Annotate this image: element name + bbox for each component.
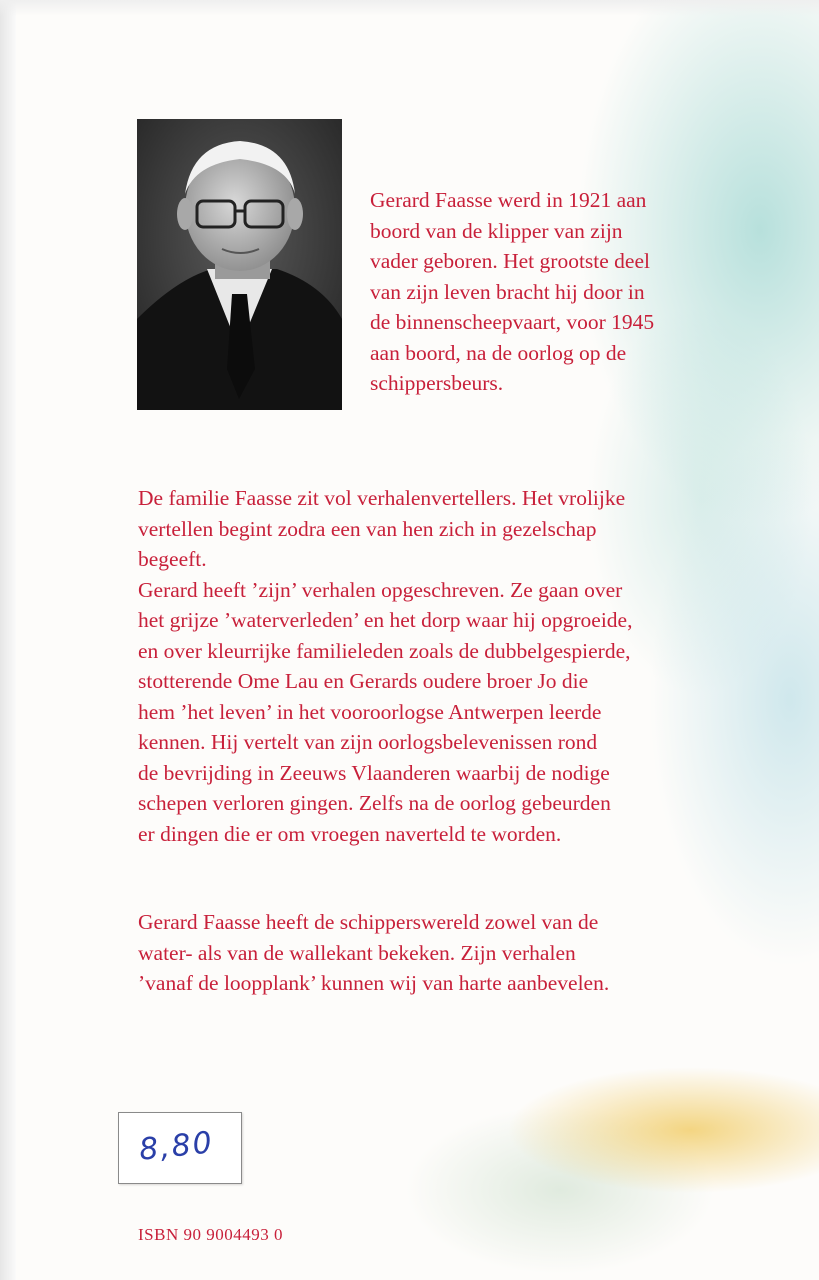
author-bio-line: Gerard Faasse werd in 1921 aan: [370, 188, 647, 212]
blurb-line: en over kleurrijke familieleden zoals de dubbelgespierde,: [138, 638, 631, 663]
price-handwritten: 8,80: [137, 1125, 216, 1168]
blurb-line: stotterende Ome Lau en Gerards oudere broer Jo die: [138, 669, 589, 693]
author-photo: [137, 119, 342, 410]
author-bio-line: van zijn leven bracht hij door in: [370, 279, 645, 304]
author-bio-line: aan boord, na de oorlog op de: [370, 340, 627, 365]
author-bio-line: schippersbeurs.: [370, 371, 504, 395]
blurb-line: vertellen begint zodra een van hen zich in gezelschap: [138, 516, 597, 541]
blurb-line: de bevrijding in Zeeuws Vlaanderen waarbij de nodige: [138, 760, 610, 785]
blurb-line: Gerard Faasse heeft de schipperswereld zowel van de: [138, 910, 599, 934]
blurb-line: water- als van de wallekant bekeken. Zijn verhalen: [138, 940, 576, 965]
blurb-paragraph-2: [138, 907, 738, 999]
isbn-number: ISBN 90 9004493 0: [138, 1225, 283, 1244]
blurb-line: hem ’het leven’ in het vooroorlogse Antwerpen leerde: [138, 699, 602, 724]
blurb-line: kennen. Hij vertelt van zijn oorlogsbelevenissen rond: [138, 730, 598, 754]
blurb-line: het grijze ’waterverleden’ en het dorp waar hij opgroeide,: [138, 608, 633, 632]
author-bio-line: boord van de klipper van zijn: [370, 218, 623, 243]
top-edge-shadow: [0, 0, 819, 16]
author-bio-line: de binnenscheepvaart, voor 1945: [370, 310, 655, 334]
blurb-line: Gerard heeft ’zijn’ verhalen opgeschreven. Ze gaan over: [138, 577, 623, 602]
blurb-line: schepen verloren gingen. Zelfs na de oorlog gebeurden: [138, 791, 611, 815]
blurb-line: ’vanaf de loopplank’ kunnen wij van harte aanbevelen.: [138, 971, 610, 995]
author-bio-line: vader geboren. Het grootste deel: [370, 249, 650, 273]
blurb-line: begeeft.: [138, 547, 207, 571]
book-spine-edge: [0, 0, 16, 1280]
blurb-line: er dingen die er om vroegen naverteld te worden.: [138, 821, 562, 846]
price-sticker: [118, 1112, 242, 1184]
blurb-line: De familie Faasse zit vol verhalenvertellers. Het vrolijke: [138, 486, 626, 510]
blurb-paragraph-1: [138, 483, 738, 849]
author-bio: [370, 185, 710, 399]
